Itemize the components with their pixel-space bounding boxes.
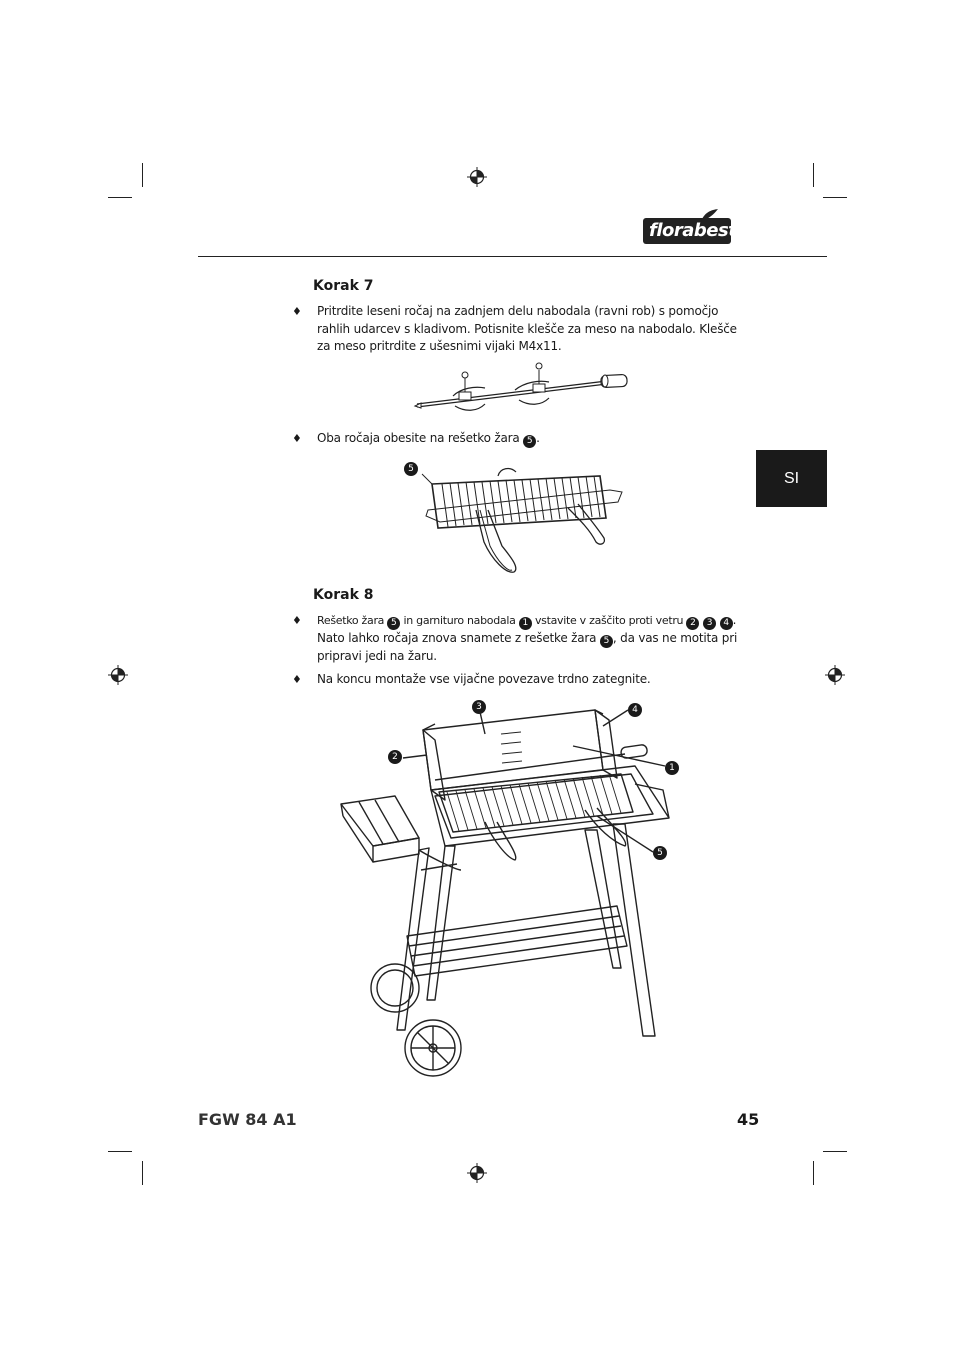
bullet-icon: ♦ bbox=[292, 305, 302, 318]
callout-badge: 5 bbox=[653, 846, 667, 860]
model-number: FGW 84 A1 bbox=[198, 1110, 297, 1129]
language-tab: SI bbox=[756, 450, 827, 507]
brand-logo bbox=[643, 208, 737, 244]
brand-name: florabest bbox=[649, 220, 737, 241]
crop-mark bbox=[813, 1161, 814, 1185]
bullet-icon: ♦ bbox=[292, 614, 302, 627]
registration-mark-icon bbox=[467, 167, 487, 187]
crop-mark bbox=[142, 163, 143, 187]
crop-mark bbox=[823, 197, 847, 198]
callout-badge: 4 bbox=[628, 703, 642, 717]
part-number-badge: 5 bbox=[523, 435, 536, 448]
callout-badge: 1 bbox=[665, 761, 679, 775]
registration-mark-icon bbox=[825, 665, 845, 685]
grill-grate-figure bbox=[410, 462, 630, 582]
step-7-instruction-1: Pritrdite leseni ročaj na zadnjem delu nabodala (ravni rob) s pomočjo rahlih udarcev s kladivom. Potisnite klešče za meso na nabodalo. Klešče za meso pritrdite z ušesnimi vijaki M4x11. bbox=[317, 304, 737, 353]
step-7-instruction-2: Oba ročaja obesite na rešetko žara 5 . bbox=[317, 431, 540, 446]
spit-figure bbox=[415, 358, 635, 413]
callout-badge: 5 bbox=[404, 462, 418, 476]
crop-mark bbox=[108, 1151, 132, 1152]
bullet-icon: ♦ bbox=[292, 673, 302, 686]
barbecue-figure bbox=[335, 700, 675, 1080]
page-number: 45 bbox=[737, 1110, 760, 1129]
part-number-badge: 4 bbox=[720, 617, 733, 630]
bullet-icon: ♦ bbox=[292, 432, 302, 445]
crop-mark bbox=[813, 163, 814, 187]
part-number-badge: 5 bbox=[600, 635, 613, 648]
registration-mark-icon bbox=[108, 665, 128, 685]
crop-mark bbox=[142, 1161, 143, 1185]
crop-mark bbox=[823, 1151, 847, 1152]
crop-mark bbox=[108, 197, 132, 198]
callout-badge: 2 bbox=[388, 750, 402, 764]
part-number-badge: 2 bbox=[686, 617, 699, 630]
registration-mark-icon bbox=[467, 1163, 487, 1183]
step-8-instruction-2: Na koncu montaže vse vijačne povezave trdno zategnite. bbox=[317, 672, 651, 686]
step-8-instruction-1: Rešetko žara 5 in garnituro nabodala 1 vstavite v zaščito proti vetru 2 3 4 . Nato lahko ročaja znova snamete z rešetke žara 5 , da vas ne motita pri pripravi jedi na žaru. bbox=[317, 613, 738, 663]
callout-badge: 3 bbox=[472, 700, 486, 714]
part-number-badge: 5 bbox=[387, 617, 400, 630]
part-number-badge: 1 bbox=[519, 617, 532, 630]
step-7-title: Korak 7 bbox=[313, 278, 374, 294]
part-number-badge: 3 bbox=[703, 617, 716, 630]
step-8-title: Korak 8 bbox=[313, 587, 374, 603]
header-rule bbox=[198, 256, 827, 257]
